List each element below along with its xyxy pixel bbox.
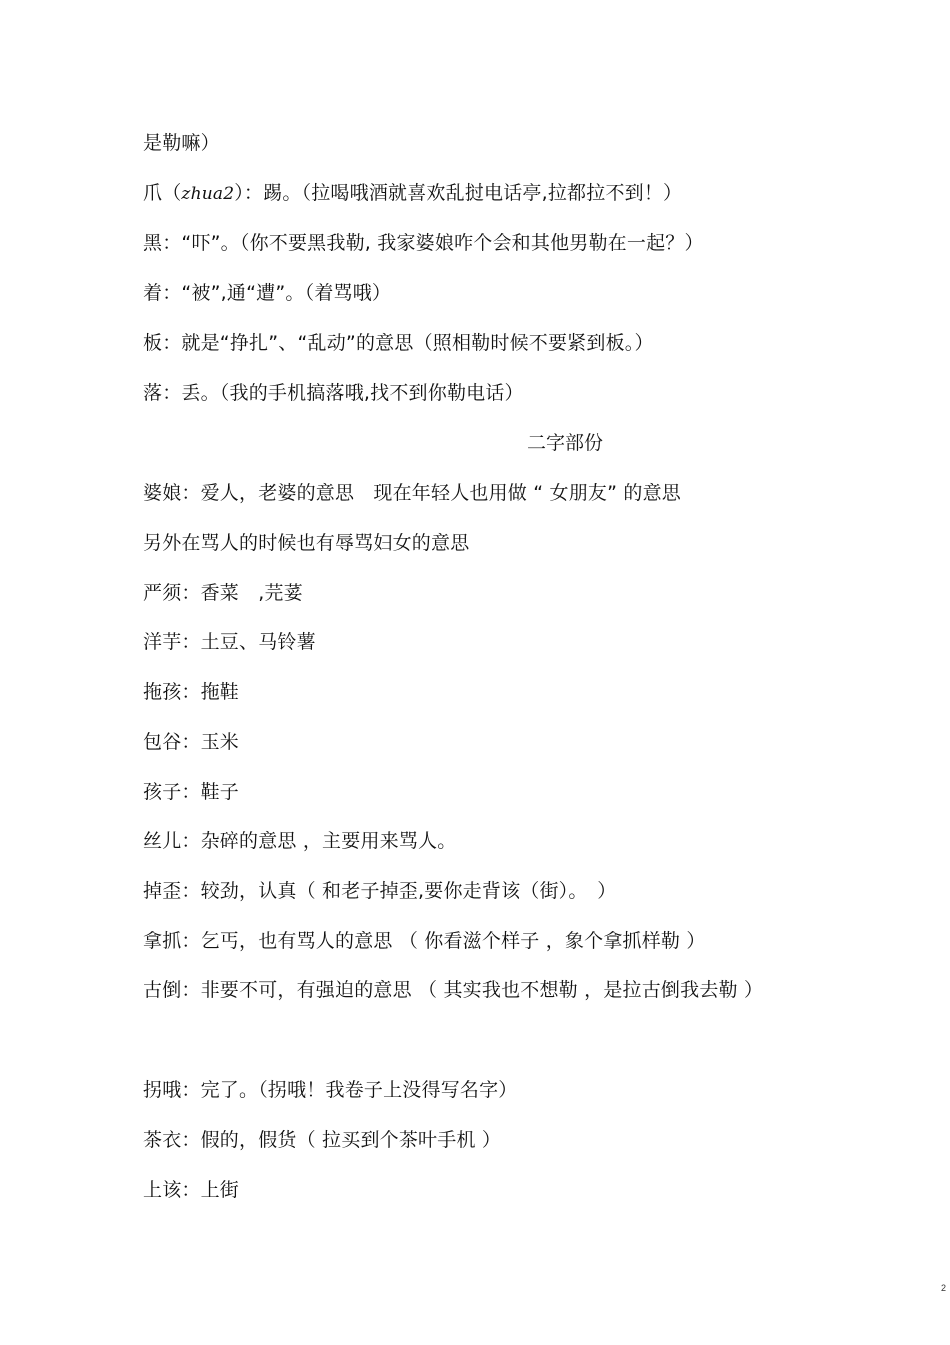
text-line: 古倒：非要不可，有强迫的意思 （ 其实我也不想勒 ，是拉古倒我去勒 ）	[143, 979, 764, 1001]
text-line: 茶衣：假的，假货（ 拉买到个茶叶手机 ）	[143, 1129, 502, 1151]
text-line: 板：就是“挣扎”、“乱动”的意思（照相勒时候不要紧到板。）	[143, 332, 654, 354]
text-line: 孩子：鞋子	[143, 781, 240, 803]
text-line: 黑：“吓”。（你不要黑我勒, 我家婆娘咋个会和其他男勒在一起？）	[143, 232, 704, 254]
text-line: 拖孩：拖鞋	[143, 681, 240, 703]
text-line: 拐哦：完了。（拐哦！我卷子上没得写名字）	[143, 1079, 518, 1101]
text-line: 掉歪：较劲，认真（ 和老子掉歪,要你走背该（街）。 ）	[143, 880, 617, 902]
text-line: 落：丢。（我的手机搞落哦,找不到你勒电话）	[143, 382, 524, 404]
text-line: 是勒嘛）	[143, 132, 220, 154]
text-line: 着：“被”,通“遭”。（着骂哦）	[143, 282, 392, 304]
text-line: 婆娘：爱人，老婆的意思 现在年轻人也用做 “ 女朋友” 的意思	[143, 482, 682, 504]
term-zhua: 爪（	[143, 182, 182, 204]
page-number: 2	[940, 1283, 946, 1293]
definition-text: ）：踢。（拉喝哦酒就喜欢乱挝电话亭,拉都拉不到！）	[234, 182, 683, 204]
text-line-zhua	[143, 180, 682, 207]
section-heading: 二字部份	[527, 432, 604, 454]
text-line: 上该：上街	[143, 1179, 240, 1201]
text-line: 严须：香菜 ,芫荽	[143, 582, 303, 604]
text-line: 拿抓：乞丐，也有骂人的意思 （ 你看滋个样子 ，象个拿抓样勒 ）	[143, 930, 706, 952]
text-line: 包谷：玉米	[143, 731, 240, 753]
text-line: 丝儿：杂碎的意思 ，主要用来骂人。	[143, 830, 457, 852]
text-line: 另外在骂人的时候也有辱骂妇女的意思	[143, 532, 470, 554]
text-line: 洋芋：土豆、马铃薯	[143, 631, 316, 653]
handwritten-pinyin: zhua2	[181, 184, 235, 204]
